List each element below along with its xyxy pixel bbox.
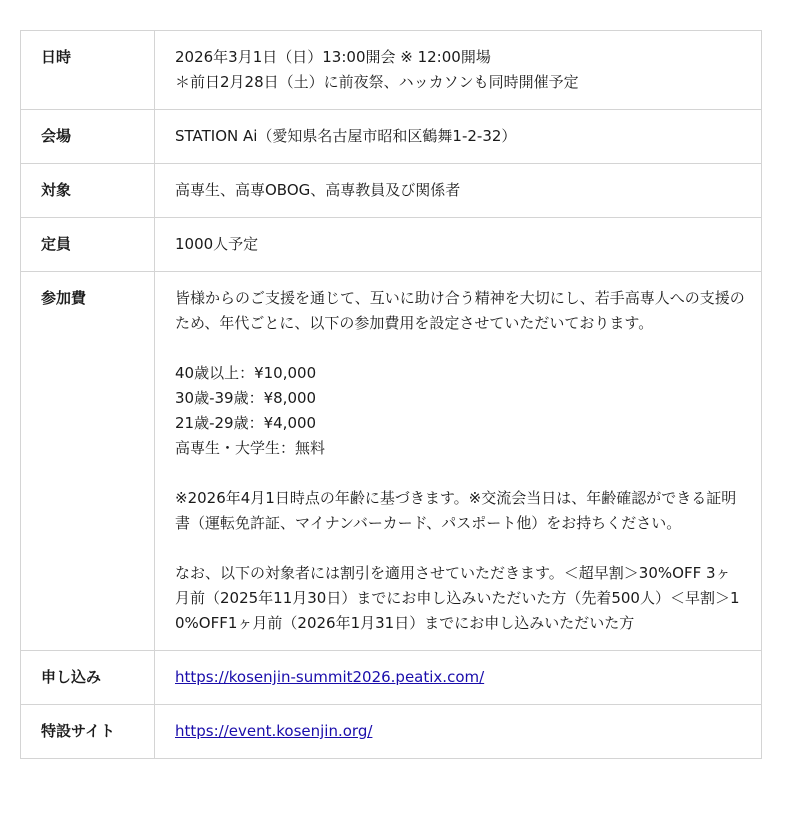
fee-tier-4: 高専生・大学生：無料: [175, 439, 326, 457]
spacer: [175, 536, 745, 561]
target-value: 高専生、高専OBOG、高専教員及び関係者: [155, 164, 762, 218]
capacity-label: 定員: [21, 218, 155, 272]
event-info-table: [20, 30, 762, 759]
fee-tier-1: 40歳以上：¥10,000: [175, 364, 317, 382]
apply-value: [155, 651, 762, 705]
spacer: [175, 336, 745, 361]
fee-tier-3: 21歳-29歳：¥4,000: [175, 414, 317, 432]
site-link[interactable]: https://event.kosenjin.org/: [175, 722, 373, 740]
venue-label: 会場: [21, 110, 155, 164]
fee-tier-2: 30歳-39歳：¥8,000: [175, 389, 317, 407]
row-capacity: [21, 218, 762, 272]
datetime-label: 日時: [21, 31, 155, 110]
spacer: [175, 461, 745, 486]
row-apply: [21, 651, 762, 705]
fee-label: 参加費: [21, 272, 155, 651]
row-target: [21, 164, 762, 218]
row-fee: [21, 272, 762, 651]
fee-note: ※2026年4月1日時点の年齢に基づきます。※交流会当日は、年齢確認ができる証明書（運転免許証、マイナンバーカード、パスポート他）をお持ちください。: [175, 489, 737, 532]
target-label: 対象: [21, 164, 155, 218]
fee-discount: なお、以下の対象者には割引を適用させていただきます。＜超早割＞30%OFF 3ヶ月前（2025年11月30日）までにお申し込みいただいた方（先着500人）＜早割＞10%OFF1ヶ月前（2026年1月31日）までにお申し込みいただいた方: [175, 564, 740, 632]
row-datetime: [21, 31, 762, 110]
row-site: [21, 705, 762, 759]
datetime-value: [155, 31, 762, 110]
datetime-line-1: 2026年3月1日（日）13:00開会 ※ 12:00開場: [175, 48, 491, 66]
row-venue: [21, 110, 762, 164]
capacity-value: 1000人予定: [155, 218, 762, 272]
datetime-line-2: ＊前日2月28日（土）に前夜祭、ハッカソンも同時開催予定: [175, 73, 579, 91]
fee-intro: 皆様からのご支援を通じて、互いに助け合う精神を大切にし、若手高専人への支援のため、年代ごとに、以下の参加費用を設定させていただいております。: [175, 289, 745, 332]
site-label: 特設サイト: [21, 705, 155, 759]
apply-label: 申し込み: [21, 651, 155, 705]
venue-value: STATION Ai（愛知県名古屋市昭和区鶴舞1-2-32）: [155, 110, 762, 164]
apply-link[interactable]: https://kosenjin-summit2026.peatix.com/: [175, 668, 485, 686]
fee-value: [155, 272, 762, 651]
site-value: [155, 705, 762, 759]
